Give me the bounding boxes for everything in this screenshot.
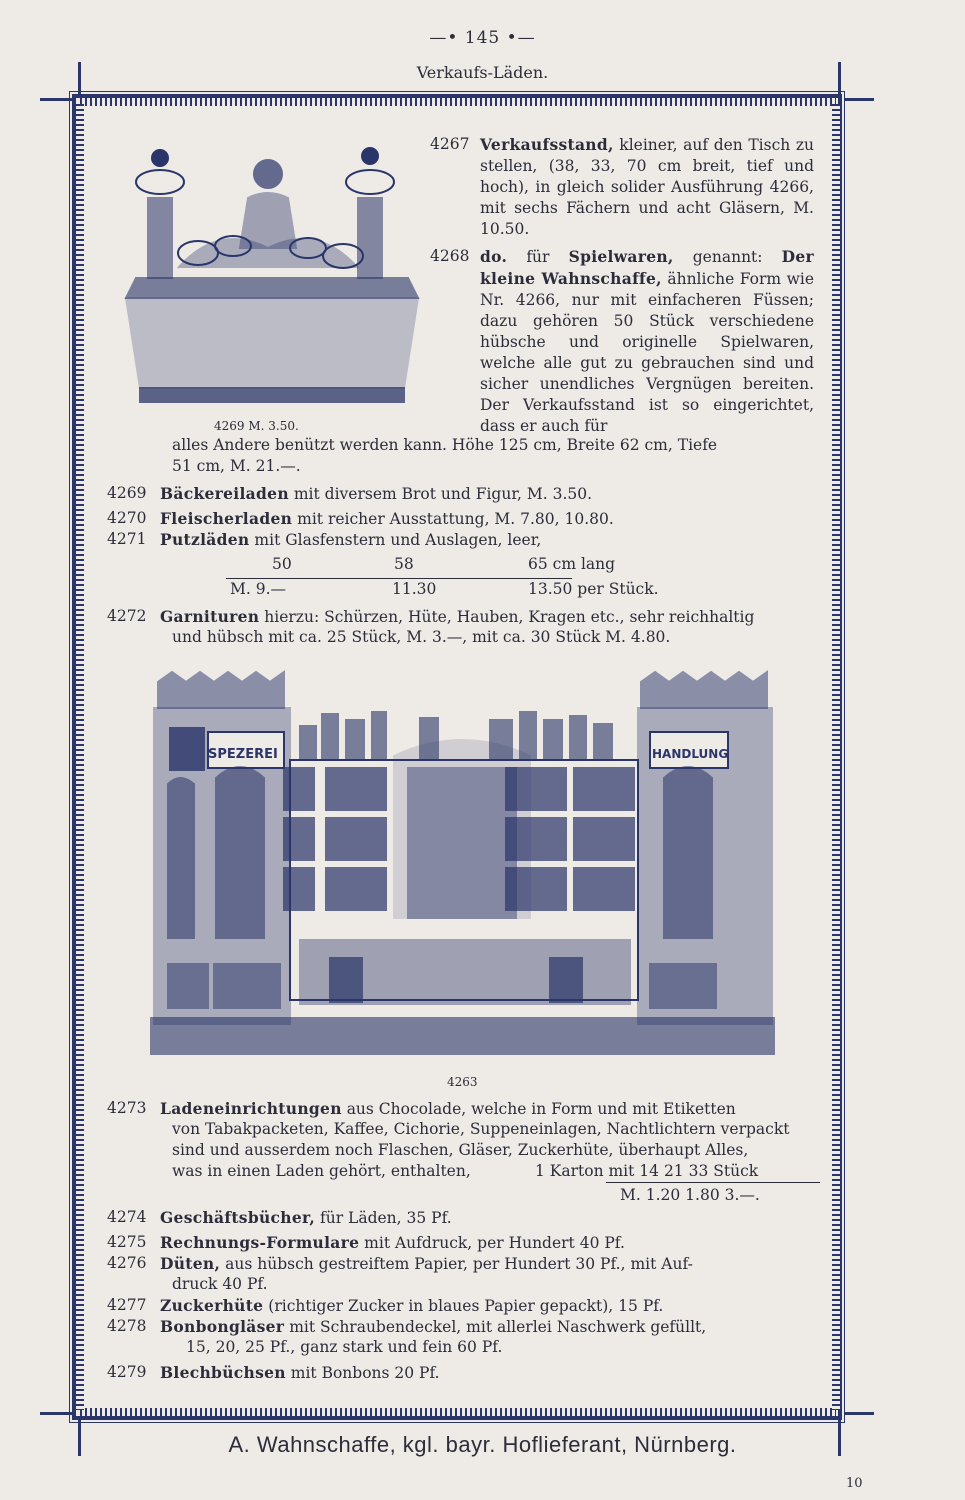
entry-4273 (160, 1098, 736, 1120)
border-bottom-rail (80, 1408, 836, 1416)
dash-ornament-left: —• (429, 28, 459, 48)
publisher-footer: A. Wahnschaffe, kgl. bayr. Hoflieferant, Nürnberg. (228, 1432, 737, 1457)
entry-4278 (160, 1316, 706, 1338)
entry-text: ähnliche Form wie Nr. 4266, nur mit einfacheren Füssen; dazu gehören 50 Stück verschiedene hübsche und originelle Spielwaren, welche alle gut zu gebrauchen sind und sicher unendliches Vergnügen bereiten. Der Verkaufsstand ist so eingerichtet, dass er auch für (480, 270, 814, 435)
entry-text: (richtiger Zucker in blaues Papier gepackt), 15 Pf. (263, 1297, 664, 1315)
border-arm-top-right-v (838, 62, 841, 94)
entry-text: für (507, 248, 569, 266)
size-cell: 50 (272, 555, 292, 573)
entry-number: 4271 (107, 530, 147, 548)
entry-number: 4270 (107, 509, 147, 527)
entry-text: für Läden, 35 Pf. (315, 1209, 452, 1227)
entry-4271 (160, 529, 541, 551)
entry-4268-cont: alles Andere benützt werden kann. Höhe 125 cm, Breite 62 cm, Tiefe (172, 436, 718, 454)
table-rule (226, 578, 572, 579)
entry-4275 (160, 1232, 625, 1254)
sheet-number: 10 (846, 1476, 863, 1491)
entry-text: hierzu: Schürzen, Hüte, Hauben, Kragen etc., sehr reichhaltig (259, 608, 755, 626)
page-number: 145 (464, 28, 501, 48)
entry-title: Verkaufsstand, (480, 135, 614, 154)
entry-4276 (160, 1253, 693, 1275)
illustration-kaufladen (150, 668, 775, 1068)
entry-title-2: Spielwaren, (568, 247, 674, 266)
border-arm-tl (40, 98, 72, 101)
entry-4273-line2: von Tabakpacketen, Kaffee, Cichorie, Suppeneinlagen, Nachtlichtern verpackt (172, 1120, 790, 1138)
entry-4268 (480, 246, 814, 437)
entry-4276-cont: druck 40 Pf. (172, 1275, 268, 1293)
entry-text: mit reicher Ausstattung, M. 7.80, 10.80. (292, 510, 614, 528)
entry-text: mit Schraubendeckel, mit allerlei Naschwerk gefüllt, (284, 1318, 707, 1336)
entry-title: Garnituren (160, 607, 260, 626)
entry-text: mit diversem Brot und Figur, M. 3.50. (288, 485, 593, 503)
entry-title: Blechbüchsen (160, 1363, 286, 1382)
entry-4272-cont: und hübsch mit ca. 25 Stück, M. 3.—, mit ca. 30 Stück M. 4.80. (172, 628, 671, 646)
entry-text: genannt: (673, 248, 782, 266)
entry-4272 (160, 606, 754, 628)
entry-4273-line3: sind und ausserdem noch Flaschen, Gläser, Zuckerhüte, überhaupt Alles, (172, 1141, 749, 1159)
entry-title: Bonbongläser (160, 1317, 285, 1336)
entry-title: Bäckereiladen (160, 484, 289, 503)
border-right-rail (832, 104, 840, 1410)
entry-text: aus Chocolade, welche in Form und mit Etiketten (341, 1100, 736, 1118)
sign-spezerei: SPEZEREI (208, 747, 278, 762)
entry-title: Rechnungs-Formulare (160, 1233, 360, 1252)
entry-4274 (160, 1207, 452, 1229)
page-number-header (0, 28, 965, 48)
border-top-rail (80, 98, 836, 106)
entry-text: mit Glasfenstern und Auslagen, leer, (249, 531, 542, 549)
border-arm-top-left-v (78, 62, 81, 94)
entry-title: Ladeneinrichtungen (160, 1099, 342, 1118)
entry-number: 4269 (107, 484, 147, 502)
entry-text: kleiner, auf den Tisch zu stellen, (38, 33, 70 cm breit, tief und hoch), in gleich solider Ausführung 4266, mit sechs Fächern und acht Gläsern, M. 10.50. (480, 136, 814, 238)
entry-text: mit Bonbons 20 Pf. (285, 1364, 440, 1382)
border-left-rail (76, 104, 84, 1410)
caption-4263: 4263 (447, 1075, 478, 1089)
border-arm-br (844, 1412, 874, 1415)
entry-number: 4268 (430, 247, 470, 265)
caption-4269: 4269 M. 3.50. (214, 419, 299, 433)
entry-4273-line4: was in einen Laden gehört, enthalten, (172, 1162, 471, 1180)
entry-4278-cont: 15, 20, 25 Pf., ganz stark und fein 60 Pf. (186, 1338, 503, 1356)
entry-number: 4272 (107, 607, 147, 625)
entry-number: 4273 (107, 1099, 147, 1117)
entry-4277 (160, 1295, 663, 1317)
entry-title: do. (480, 247, 508, 266)
entry-number: 4275 (107, 1233, 147, 1251)
entry-number: 4267 (430, 135, 470, 153)
entry-text: aus hübsch gestreiftem Papier, per Hundert 30 Pf., mit Auf- (220, 1255, 693, 1273)
sign-handlung: HANDLUNG (652, 747, 729, 761)
dash-ornament-right: •— (506, 28, 536, 48)
entry-4279 (160, 1362, 440, 1384)
price-cell: 13.50 per Stück. (528, 580, 659, 598)
illustration-verkaufsstand (118, 138, 430, 412)
entry-number: 4274 (107, 1208, 147, 1226)
border-arm-bl (40, 1412, 72, 1415)
entry-4273-prices: M. 1.20 1.80 3.—. (620, 1186, 760, 1204)
entry-4273-line4b: 1 Karton mit 14 21 33 Stück (535, 1162, 759, 1180)
price-cell: 11.30 (392, 580, 437, 598)
entry-title: Geschäftsbücher, (160, 1208, 316, 1227)
entry-4267 (480, 134, 814, 240)
price-cell: M. 9.— (230, 580, 287, 598)
size-cell: 58 (394, 555, 414, 573)
table-rule (606, 1182, 820, 1183)
entry-title: Putzläden (160, 530, 250, 549)
entry-number: 4277 (107, 1296, 147, 1314)
entry-number: 4279 (107, 1363, 147, 1381)
page-title: Verkaufs-Läden. (416, 63, 549, 82)
entry-title: Düten, (160, 1254, 221, 1273)
entry-title: Zuckerhüte (160, 1296, 264, 1315)
entry-title-3: Der kleine Wahnschaffe, (480, 247, 814, 288)
entry-4269 (160, 483, 592, 505)
size-cell: 65 cm lang (528, 555, 616, 573)
entry-4270 (160, 508, 614, 530)
border-arm-tr (844, 98, 874, 101)
entry-number: 4278 (107, 1317, 147, 1335)
entry-number: 4276 (107, 1254, 147, 1272)
entry-title: Fleischerladen (160, 509, 293, 528)
entry-text: mit Aufdruck, per Hundert 40 Pf. (359, 1234, 625, 1252)
entry-4268-cont2: 51 cm, M. 21.—. (172, 457, 301, 475)
